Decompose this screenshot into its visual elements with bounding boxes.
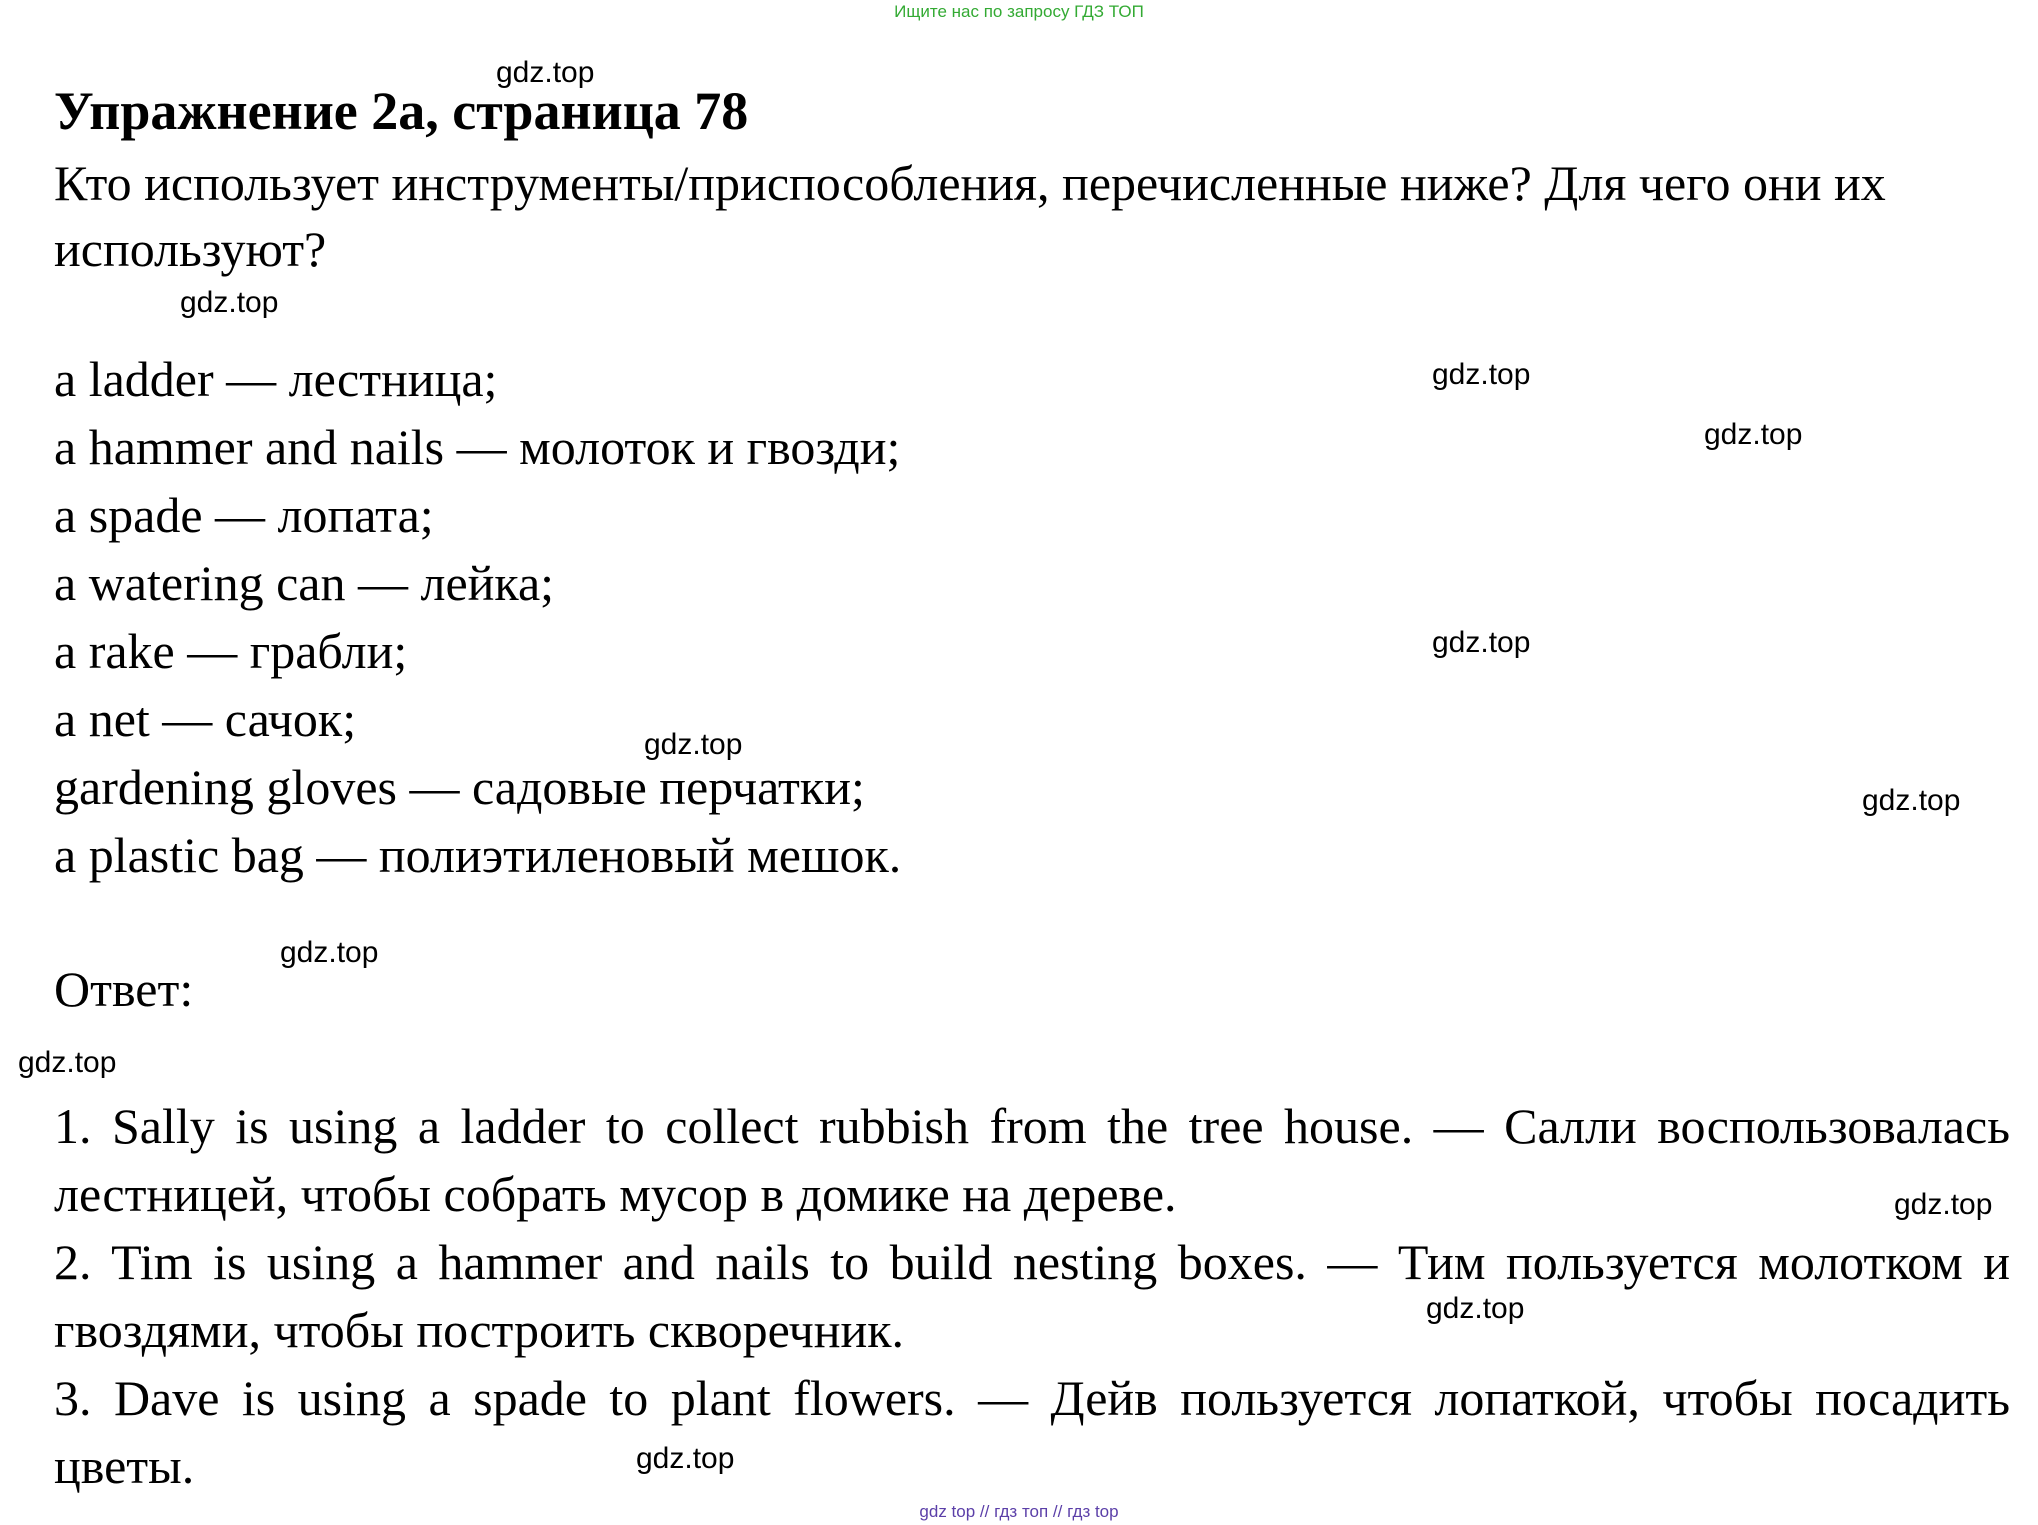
- watermark: gdz.top: [1704, 418, 1803, 451]
- vocab-item: gardening gloves — садовые перчатки;: [54, 759, 865, 815]
- page-title: Упражнение 2а, страница 78: [54, 81, 749, 141]
- watermark: gdz.top: [280, 936, 379, 969]
- footer: gdz top // гдз топ // гдз top: [919, 1502, 1119, 1521]
- watermark: gdz.top: [496, 56, 595, 89]
- watermark: gdz.top: [1862, 784, 1961, 817]
- vocab-item: a plastic bag — полиэтиленовый мешок.: [54, 827, 902, 883]
- vocab-item: a rake — грабли;: [54, 623, 408, 679]
- watermark: gdz.top: [1432, 358, 1531, 391]
- watermark: gdz.top: [644, 728, 743, 761]
- vocab-item: a hammer and nails — молоток и гвозди;: [54, 419, 901, 475]
- vocab-item: a net — сачок;: [54, 691, 357, 747]
- watermark: gdz.top: [180, 286, 279, 319]
- question-text: Кто использует инструменты/приспособления, перечисленные ниже? Для чего они их используют?: [54, 155, 1886, 277]
- top-banner: Ищите нас по запросу ГДЗ ТОП: [894, 2, 1144, 21]
- watermark: gdz.top: [1894, 1188, 1993, 1221]
- vocab-item: a spade — лопата;: [54, 487, 434, 543]
- answer-label: Ответ:: [54, 961, 194, 1017]
- watermark: gdz.top: [18, 1046, 117, 1079]
- answer-item: 2. Tim is using a hammer and nails to build nesting boxes. — Тим пользуется молотком и гвоздями, чтобы построить скворечник.: [54, 1234, 2010, 1358]
- vocab-item: a ladder — лестница;: [54, 351, 498, 407]
- answer-item: 3. Dave is using a spade to plant flowers. — Дейв пользуется лопаткой, чтобы посадить цветы.: [54, 1370, 2010, 1494]
- answer-item: 1. Sally is using a ladder to collect rubbish from the tree house. — Салли воспользовалась лестницей, чтобы собрать мусор в домике на дереве.: [54, 1098, 2010, 1222]
- watermark: gdz.top: [1432, 626, 1531, 659]
- watermark: gdz.top: [1426, 1292, 1525, 1325]
- watermark: gdz.top: [636, 1442, 735, 1475]
- vocab-item: a watering can — лейка;: [54, 555, 555, 611]
